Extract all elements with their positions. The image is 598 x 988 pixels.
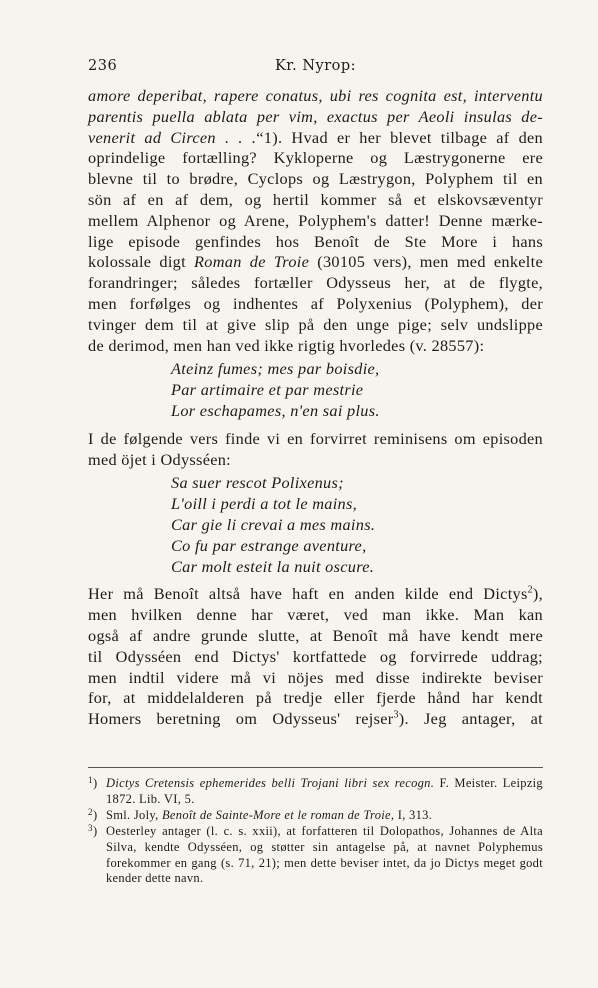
text-line: blevne til to brødre, Cyclops og Læstrygon, Polyphem til en	[88, 169, 543, 189]
text-line: til Odysséen end Dictys' kortfattede og forvirrede uddrag;	[88, 646, 543, 666]
page-number: 236	[88, 58, 118, 74]
text-line: venerit ad Circen . . .“1). Hvad er her blevet tilbage af den	[88, 127, 544, 147]
text-line: Her må Benoît altså have haft en anden kilde end Dictys$^2$),	[88, 584, 543, 604]
footnote-3: 3 ) Oesterley antager (l. c. s. xxii), at forfatteren til Dolopathos, Johannes de Alta Silva, kendte Odysséen, og støtter sin antagelse på, at navnet Polyphemus forekommer en gang (s. 71, 21); men dette beviser intet, da jo Dictys meget godt kender dette navn.	[88, 822, 543, 886]
paragraph-2	[88, 429, 543, 471]
text-line: Homers beretning om Odysseus' rejser$^3$). Jeg antager, at	[88, 709, 543, 729]
text-line: forandringer; således fortæller Odysseus her, at de flygte,	[88, 273, 543, 293]
verse-quote-1	[88, 359, 543, 421]
verse-line: Lor eschapames, n'en sai plus.	[171, 400, 380, 420]
verse-quote-2	[88, 473, 543, 577]
text-line: oprindelige fortælling? Kykloperne og Læstrygonerne ere	[88, 148, 543, 168]
text-line: amore deperibat, rapere conatus, ubi res cognita est, interventu	[88, 86, 543, 105]
text-line: men forfølges og indhentes af Polyxenius (Polyphem), der	[88, 293, 543, 313]
text-line: for, at middelalderen på tredje eller fjerde hånd har kendt	[88, 688, 543, 708]
text-line: mellem Alphenor og Arene, Polyphem's datter! Denne mærke-	[88, 210, 543, 230]
verse-line: Car gie li crevai a mes mains.	[171, 514, 376, 534]
footnote-ref-1: “1). Hvad er her blevet tilbage af den	[256, 127, 544, 147]
text-line: sön af en af dem, og hertil kommer så et elskovsæventyr	[88, 189, 543, 209]
text-line: kolossale digt Roman de Troie (30105 vers), men med enkelte	[88, 252, 543, 272]
text-line: lige episode genfindes hos Benoît de Ste More i hans	[88, 231, 543, 251]
verse-line: Co fu par estrange aventure,	[171, 535, 367, 555]
text-line: med öjet i Odysséen:	[88, 449, 232, 469]
main-text	[88, 86, 543, 730]
footnote-ref-2: 2	[527, 584, 533, 596]
text-line: men indtil videre må vi nöjes med disse indirekte beviser	[88, 667, 543, 687]
text-line: de derimod, men han ved ikke rigtig hvorledes (v. 28557):	[88, 335, 485, 355]
work-title: Roman de Troie	[194, 252, 310, 272]
paragraph-3	[88, 584, 543, 730]
verse-line: L'oill i perdi a tot le mains,	[171, 494, 358, 514]
footnote-ref-3: 3	[393, 709, 399, 721]
footnotes	[88, 767, 543, 887]
footnote-2: 2 ) Sml. Joly, Benoît de Sainte-More et le roman de Troie, I, 313.	[88, 806, 433, 822]
text-line: I de følgende vers finde vi en forvirret reminisens om episoden	[88, 428, 543, 448]
text-line: også af andre grunde slutte, at Benoît må have kendt mere	[88, 625, 543, 645]
verse-line: Car molt esteit la nuit oscure.	[171, 556, 375, 576]
paragraph-1	[88, 86, 543, 356]
text-line: tvinger dem til at give slip på den unge pige; selv undslippe	[88, 314, 543, 334]
footnote-1: 1 ) Dictys Cretensis ephemerides belli Trojani libri sex recogn. F. Meister. Leipzig 1872. Lib. VI, 5.	[88, 775, 543, 806]
verse-line: Sa suer rescot Polixenus;	[171, 473, 344, 493]
text-line: parentis puella ablata per vim, exactus per Aeoli insulas de-	[88, 106, 543, 126]
verse-line: Ateinz fumes; mes par boisdie,	[171, 359, 380, 379]
verse-line: Par artimaire et par mestrie	[171, 380, 364, 400]
running-title: Kr. Nyrop:	[274, 58, 357, 74]
text-line: men hvilken denne har været, ved man ikke. Man kan	[88, 605, 543, 625]
